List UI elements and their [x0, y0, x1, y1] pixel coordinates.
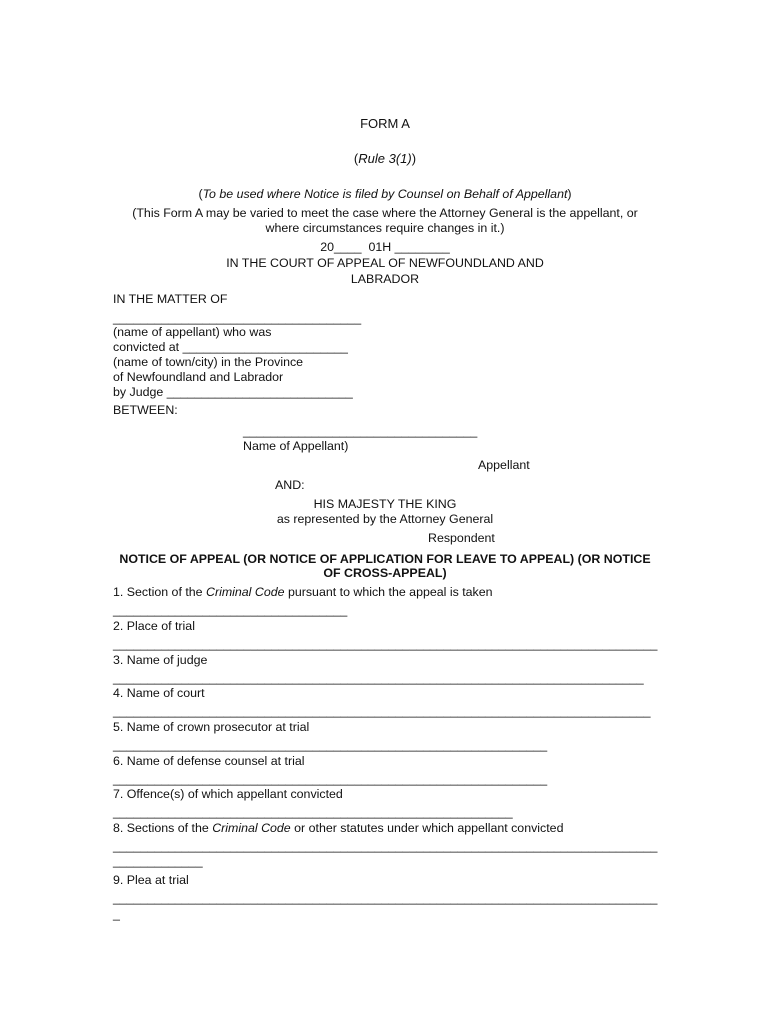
item-8-blank-2: _____________ — [113, 854, 203, 868]
item-1-italic: Criminal Code — [206, 585, 285, 599]
matter-line-appellant: (name of appellant) who was — [113, 325, 272, 339]
and-label: AND: — [275, 478, 305, 492]
variation-note-line-2: where circumstances require changes in it.) — [265, 221, 505, 235]
item-3-label: 3. Name of judge — [113, 653, 208, 667]
item-8-label — [113, 822, 563, 834]
usage-note: (To be used where Notice is filed by Counsel on Behalf of Appellant) — [198, 187, 572, 201]
matter-line-convicted-at: convicted at ________________________ — [113, 340, 348, 354]
notice-heading-line-2: OF CROSS-APPEAL) — [323, 566, 447, 580]
item-1-label — [113, 586, 493, 598]
item-8-text-a: 8. Sections of the — [113, 821, 213, 835]
item-5-blank: _______________________________________________________________ — [113, 738, 548, 752]
item-9-blank-2: _ — [113, 907, 120, 921]
court-name-line-2: LABRADOR — [350, 272, 420, 286]
variation-note-line-1: (This Form A may be varied to meet the case where the Attorney General is the appellant, or — [132, 206, 638, 220]
matter-line-judge: by Judge ___________________________ — [113, 385, 353, 399]
usage-note-text: To be used where Notice is filed by Counsel on Behalf of Appellant — [202, 187, 568, 201]
appellant-blank: ____________________________________ — [113, 311, 362, 325]
file-number: 20____ 01H ________ — [320, 240, 450, 254]
item-1-blank: __________________________________ — [113, 603, 348, 617]
respondent-name: HIS MAJESTY THE KING — [313, 497, 457, 511]
item-2-blank: _______________________________________________________________________________ — [113, 637, 658, 651]
item-9-blank-1: _______________________________________________________________________________ — [113, 891, 658, 905]
matter-line-town: (name of town/city) in the Province — [113, 355, 304, 369]
item-6-blank: _______________________________________________________________ — [113, 772, 548, 786]
item-4-blank: ______________________________________________________________________________ — [113, 704, 651, 718]
item-8-blank-1: _______________________________________________________________________________ — [113, 839, 658, 853]
item-3-blank: _____________________________________________________________________________ — [113, 671, 644, 685]
item-5-label: 5. Name of crown prosecutor at trial — [113, 720, 310, 734]
item-9-label: 9. Plea at trial — [113, 873, 189, 887]
item-6-label: 6. Name of defense counsel at trial — [113, 754, 305, 768]
notice-heading-line-1: NOTICE OF APPEAL (OR NOTICE OF APPLICATION FOR LEAVE TO APPEAL) (OR NOTICE — [119, 552, 651, 566]
court-name-line-1: IN THE COURT OF APPEAL OF NEWFOUNDLAND AND — [226, 256, 544, 270]
appellant-name-label: Name of Appellant) — [243, 439, 349, 453]
item-4-label: 4. Name of court — [113, 686, 205, 700]
rule-reference: (Rule 3(1)) — [353, 151, 417, 166]
item-8-text-c: or other statutes under which appellant convicted — [290, 821, 564, 835]
matter-line-province: of Newfoundland and Labrador — [113, 370, 284, 384]
between-label: BETWEEN: — [113, 403, 178, 417]
item-7-label: 7. Offence(s) of which appellant convicted — [113, 787, 343, 801]
item-7-blank: __________________________________________________________ — [113, 805, 513, 819]
in-the-matter-of: IN THE MATTER OF — [113, 292, 228, 306]
respondent-represented: as represented by the Attorney General — [276, 512, 494, 526]
item-1-text-c: pursuant to which the appeal is taken — [284, 585, 493, 599]
appellant-name-blank: __________________________________ — [243, 424, 478, 438]
item-8-italic: Criminal Code — [212, 821, 291, 835]
respondent-role: Respondent — [428, 531, 495, 545]
item-2-label: 2. Place of trial — [113, 619, 195, 633]
rule-reference-text: Rule 3(1) — [358, 151, 412, 166]
appellant-role: Appellant — [478, 458, 530, 472]
item-1-text-a: 1. Section of the — [113, 585, 206, 599]
form-title: FORM A — [360, 116, 410, 131]
